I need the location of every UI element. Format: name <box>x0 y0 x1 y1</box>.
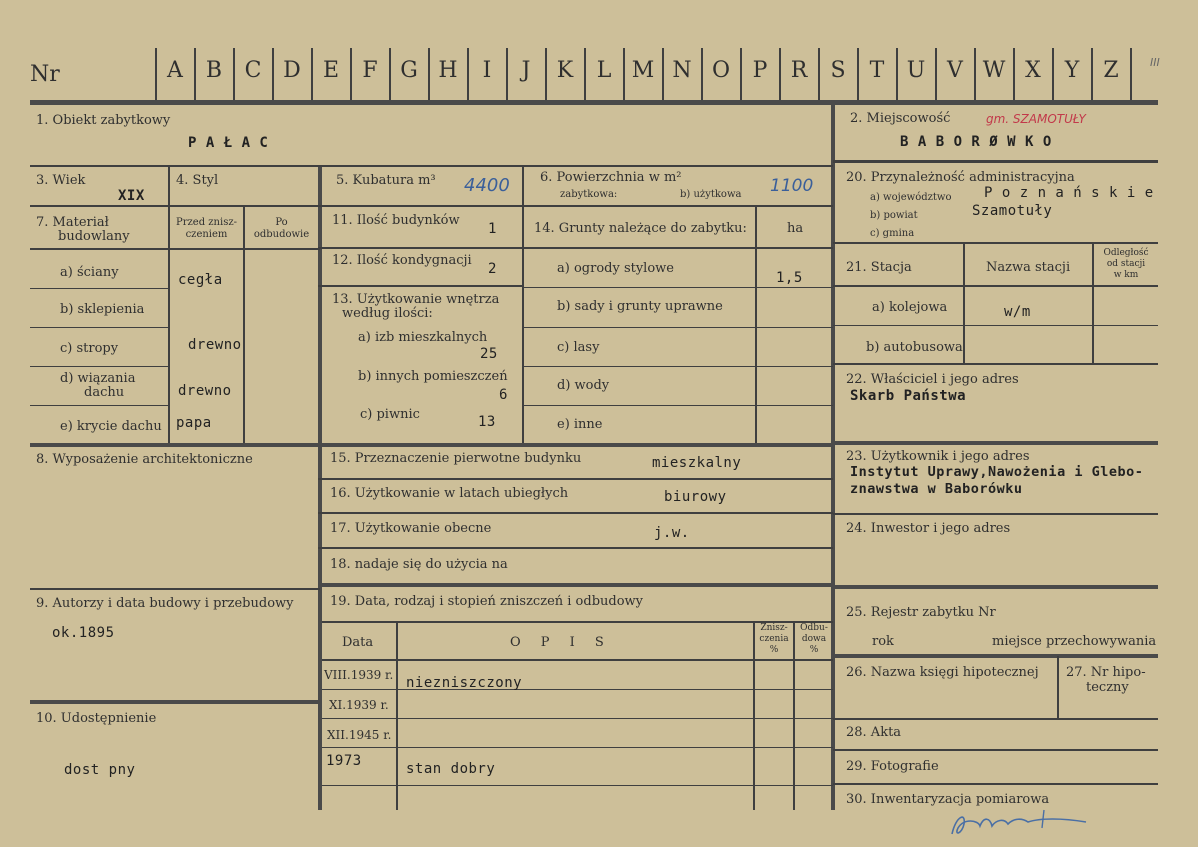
letter-x: X <box>1025 58 1041 83</box>
col-odleglosc-3: w km <box>1113 270 1139 280</box>
letter-e: E <box>322 58 340 83</box>
col-po-1: Po <box>275 217 288 228</box>
letter-k: K <box>556 58 574 83</box>
value-sciany: cegła <box>178 272 223 288</box>
label-miejsce: miejsce przechowywania <box>992 634 1157 649</box>
label-uzytkowanie-wnetrza: 13. Użytkowanie wnętrza <box>332 292 500 307</box>
letter-f: F <box>362 58 378 83</box>
value-piwnice: 13 <box>478 414 496 430</box>
col-odbu-1: Odbu- <box>800 623 828 633</box>
value-uzyt-ubiegle: biurowy <box>664 489 727 505</box>
label-wyposazenie: 8. Wyposażenie architektoniczne <box>36 452 253 467</box>
label-styl: 4. Styl <box>176 173 219 188</box>
col-odbu-3: % <box>809 645 819 655</box>
label-grunty: 14. Grunty należące do zabytku: <box>534 221 747 236</box>
label-powiat: b) powiat <box>870 210 918 221</box>
row-wiazania-2: dachu <box>84 385 125 400</box>
col-odbu-2: dowa <box>801 634 827 644</box>
value-wlasciciel: Skarb Państwa <box>850 388 967 404</box>
row-wody: d) wody <box>557 378 610 393</box>
col-odleglosc-1: Odległość <box>1103 248 1149 258</box>
letter-a: A <box>167 58 183 83</box>
letter-t: T <box>869 58 885 83</box>
label-nr-hipoteczny-2: teczny <box>1086 680 1129 695</box>
col-nazwa-stacji: Nazwa stacji <box>986 260 1071 275</box>
value-wiek: XIX <box>118 188 145 204</box>
letter-u: U <box>906 58 926 83</box>
corner-mark: III <box>1150 56 1160 69</box>
label-gmina: c) gmina <box>870 228 915 239</box>
value-stropy: drewno <box>188 337 242 353</box>
row-sciany: a) ściany <box>60 265 119 280</box>
letter-o: O <box>711 58 731 83</box>
value-budynki: 1 <box>488 221 497 237</box>
label-uzyt-ubiegle: 16. Użytkowanie w latach ubiegłych <box>330 486 569 501</box>
letter-g: G <box>400 58 418 83</box>
letter-s: S <box>830 58 846 83</box>
row-krycie: e) krycie dachu <box>60 419 162 434</box>
label-izby: a) izb mieszkalnych <box>358 330 488 345</box>
value-krycie: papa <box>176 415 212 431</box>
letter-z: Z <box>1103 58 1119 83</box>
letter-i: I <box>482 58 492 83</box>
row-lasy: c) lasy <box>557 340 600 355</box>
date-1939-xi: XI.1939 r. <box>329 698 389 712</box>
row-wiazania: d) wiązania <box>60 371 136 386</box>
label-kondygnacje: 12. Ilość kondygnacji <box>332 253 472 268</box>
label-wiek: 3. Wiek <box>36 173 86 188</box>
value-udostepnienie: dost pny <box>64 762 136 778</box>
col-po-2: odbudowie <box>253 229 310 240</box>
date-1939-viii: VIII.1939 r. <box>324 668 394 682</box>
opis-1939-viii: niezniszczony <box>406 675 523 691</box>
value-ogrody-ha: 1,5 <box>776 270 803 286</box>
label-wlasciciel: 22. Właściciel i jego adres <box>846 372 1019 387</box>
label-fotografie: 29. Fotografie <box>846 759 939 774</box>
label-stacja: 21. Stacja <box>846 260 912 275</box>
label-obiekt: 1. Obiekt zabytkowy <box>36 113 171 128</box>
opis-1973: stan dobry <box>406 761 496 777</box>
letter-w: W <box>982 58 1006 83</box>
letter-b: B <box>205 58 223 83</box>
col-znisz-2: czenia <box>759 634 789 644</box>
value-miejscowosc: B A B O R Ø W K O <box>900 134 1052 150</box>
label-nr-hipoteczny: 27. Nr hipo- <box>1066 665 1146 680</box>
letter-l: L <box>596 58 612 83</box>
label-wedlug-ilosci: według ilości: <box>342 306 433 321</box>
value-uzytkownik-2: znawstwa w Baborówku <box>850 481 1023 497</box>
label-udostepnienie: 10. Udostępnienie <box>36 711 157 726</box>
value-uzytkownik-1: Instytut Uprawy,Nawożenia i Glebo- <box>850 464 1144 480</box>
row-autobusowa: b) autobusowa <box>866 340 963 355</box>
letter-n: N <box>672 58 692 83</box>
label-wojewodztwo: a) województwo <box>870 192 952 203</box>
label-piwnice: c) piwnic <box>360 407 420 422</box>
value-autorzy: ok.1895 <box>52 625 115 641</box>
col-znisz-3: % <box>769 645 779 655</box>
letter-r: R <box>790 58 808 83</box>
value-wojewodztwo: P o z n a ń s k i e <box>984 185 1154 201</box>
label-inwentaryzacja: 30. Inwentaryzacja pomiarowa <box>846 792 1050 807</box>
label-miejscowosc: 2. Miejscowość <box>850 111 951 126</box>
label-przynaleznosc: 20. Przynależność administracyjna <box>846 170 1075 185</box>
note-gmina: gm. SZAMOTUŁY <box>986 112 1086 126</box>
label-kubatura: 5. Kubatura m³ <box>336 173 436 188</box>
label-uzytkownik: 23. Użytkownik i jego adres <box>846 449 1030 464</box>
letter-j: J <box>521 58 531 83</box>
label-autorzy: 9. Autorzy i data budowy i przebudowy <box>36 596 294 611</box>
value-obiekt: P A Ł A C <box>188 135 269 151</box>
label-material: 7. Materiał <box>36 215 109 230</box>
signature <box>944 806 1094 840</box>
label-przeznaczenie: 15. Przeznaczenie pierwotne budynku <box>330 451 582 466</box>
letter-m: M <box>631 58 655 83</box>
row-ogrody: a) ogrody stylowe <box>557 261 674 276</box>
col-znisz-1: Znisz- <box>760 623 788 633</box>
label-powierzchnia: 6. Powierzchnia w m² <box>540 170 682 185</box>
value-innych: 6 <box>499 387 508 403</box>
row-sady: b) sady i grunty uprawne <box>557 299 723 314</box>
letter-h: H <box>438 58 458 83</box>
label-inwestor: 24. Inwestor i jego adres <box>846 521 1011 536</box>
value-powiat: Szamotuły <box>972 203 1053 219</box>
letter-p: P <box>752 58 768 83</box>
label-zabytkowa: zabytkowa: <box>560 189 618 200</box>
value-wiazania: drewno <box>178 383 232 399</box>
label-nadaje-sie: 18. nadaje się do użycia na <box>330 557 508 572</box>
value-izby: 25 <box>480 346 498 362</box>
label-rejestr: 25. Rejestr zabytku Nr <box>846 605 996 620</box>
row-kolejowa: a) kolejowa <box>872 300 948 315</box>
col-opis: O P I S <box>510 635 612 650</box>
value-kubatura: 4400 <box>464 175 510 196</box>
date-1945-xii: XII.1945 r. <box>327 728 392 742</box>
value-przeznaczenie: mieszkalny <box>652 455 742 471</box>
label-ksiega: 26. Nazwa księgi hipotecznej <box>846 665 1039 680</box>
label-innych: b) innych pomieszczeń <box>358 369 508 384</box>
row-sklepienia: b) sklepienia <box>60 302 145 317</box>
col-odleglosc-2: od stacji <box>1106 259 1146 269</box>
value-powierzchnia: 1100 <box>770 176 814 196</box>
col-przed-1: Przed znisz- <box>176 217 237 228</box>
label-rok: rok <box>872 634 894 649</box>
label-uzyt-obecne: 17. Użytkowanie obecne <box>330 521 492 536</box>
value-kondygnacje: 2 <box>488 261 497 277</box>
letter-c: C <box>244 58 262 83</box>
col-data: Data <box>342 635 374 650</box>
col-przed-2: czeniem <box>185 229 228 240</box>
value-kolejowa: w/m <box>1004 304 1031 320</box>
label-ha: ha <box>787 221 804 236</box>
value-uzyt-obecne: j.w. <box>654 525 690 541</box>
row-inne: e) inne <box>557 417 603 432</box>
label-material-2: budowlany <box>58 229 130 244</box>
row-stropy: c) stropy <box>60 341 119 356</box>
letter-v: V <box>947 58 963 83</box>
label-budynki: 11. Ilość budynków <box>332 213 460 228</box>
label-akta: 28. Akta <box>846 725 902 740</box>
date-1973: 1973 <box>326 753 362 769</box>
label-uzytkowa: b) użytkowa <box>680 189 742 200</box>
letter-d: D <box>283 58 301 83</box>
label-zniszczenia: 19. Data, rodzaj i stopień zniszczeń i odbudowy <box>330 594 644 609</box>
nr-label: Nr <box>30 62 60 87</box>
letter-y: Y <box>1064 58 1080 83</box>
